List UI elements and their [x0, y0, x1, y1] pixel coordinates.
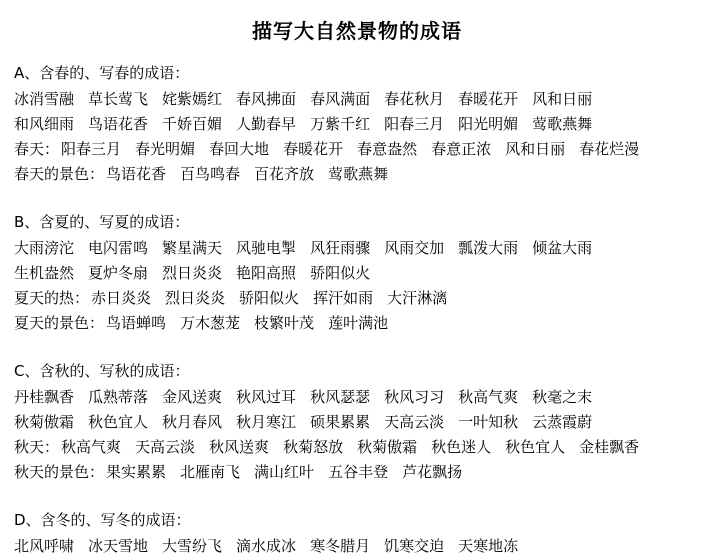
- idiom-line: [14, 236, 700, 261]
- idiom: 秋菊怒放: [283, 438, 344, 456]
- section-heading: A、含春的、写春的成语：: [14, 64, 190, 82]
- idiom: 春回大地: [209, 140, 270, 158]
- idiom: 秋色宜人: [505, 438, 566, 456]
- idiom-line: [14, 460, 700, 485]
- idiom: 风驰电掣: [236, 239, 297, 257]
- idiom: 生机盎然: [14, 264, 75, 282]
- line-label: 春天的景色：: [14, 165, 105, 183]
- line-label: 春天：: [14, 140, 60, 158]
- idiom: 丹桂飘香: [14, 388, 75, 406]
- idiom: 风和日丽: [505, 140, 566, 158]
- idiom: 果实累累: [106, 463, 167, 481]
- idiom: 草长莺飞: [88, 90, 149, 108]
- idiom: 冰消雪融: [14, 90, 75, 108]
- section-winter: [14, 507, 700, 559]
- idiom: 夏炉冬扇: [88, 264, 149, 282]
- idiom: 秋色宜人: [88, 413, 149, 431]
- idiom: 硕果累累: [310, 413, 371, 431]
- idiom: 鸟语花香: [88, 115, 149, 133]
- idiom-line: [14, 385, 700, 410]
- idiom: 瓜熟蒂落: [88, 388, 149, 406]
- idiom: 秋月寒江: [236, 413, 297, 431]
- idiom: 大汗淋漓: [387, 289, 448, 307]
- idiom: 电闪雷鸣: [88, 239, 149, 257]
- idiom: 艳阳高照: [236, 264, 297, 282]
- idiom: 姹紫嫣红: [162, 90, 223, 108]
- idiom: 秋菊傲霜: [14, 413, 75, 431]
- section-gap: [14, 342, 700, 358]
- section-summer: [14, 209, 700, 336]
- idiom: 芦花飘扬: [402, 463, 463, 481]
- section-gap: [14, 491, 700, 507]
- idiom: 倾盆大雨: [532, 239, 593, 257]
- idiom: 满山红叶: [254, 463, 315, 481]
- idiom: 云蒸霞蔚: [532, 413, 593, 431]
- line-label: 夏天的景色：: [14, 314, 105, 332]
- idiom: 瓢泼大雨: [458, 239, 519, 257]
- idiom-line: [14, 87, 700, 112]
- idiom: 繁星满天: [162, 239, 223, 257]
- idiom: 风狂雨骤: [310, 239, 371, 257]
- idiom-line: [14, 112, 700, 137]
- idiom: 烈日炎炎: [165, 289, 226, 307]
- idiom: 天高云淡: [135, 438, 196, 456]
- idiom: 万紫千红: [310, 115, 371, 133]
- idiom: 一叶知秋: [458, 413, 519, 431]
- page-title: 描写大自然景物的成语: [252, 19, 462, 43]
- idiom: 骄阳似火: [239, 289, 300, 307]
- idiom: 天高云淡: [384, 413, 445, 431]
- idiom: 天寒地冻: [458, 537, 519, 555]
- idiom: 秋毫之末: [532, 388, 593, 406]
- idiom: 万木葱茏: [180, 314, 241, 332]
- idiom: 莺歌燕舞: [532, 115, 593, 133]
- idiom: 鸟语花香: [106, 165, 167, 183]
- idiom: 烈日炎炎: [162, 264, 223, 282]
- idiom: 阳春三月: [61, 140, 122, 158]
- section-heading: B、含夏的、写夏的成语：: [14, 213, 190, 231]
- section-gap: [14, 193, 700, 209]
- idiom: 骄阳似火: [310, 264, 371, 282]
- idiom: 阳春三月: [384, 115, 445, 133]
- idiom: 风和日丽: [532, 90, 593, 108]
- idiom: 秋月春风: [162, 413, 223, 431]
- idiom: 滴水成冰: [236, 537, 297, 555]
- idiom-line: [14, 162, 700, 187]
- idiom: 莺歌燕舞: [328, 165, 389, 183]
- idiom: 莲叶满池: [328, 314, 389, 332]
- idiom: 百花齐放: [254, 165, 315, 183]
- idiom: 枝繁叶茂: [254, 314, 315, 332]
- idiom: 大雪纷飞: [162, 537, 223, 555]
- section-spring: [14, 60, 700, 187]
- idiom: 寒冬腊月: [310, 537, 371, 555]
- idiom: 金风送爽: [162, 388, 223, 406]
- idiom: 春暖花开: [283, 140, 344, 158]
- idiom: 挥汗如雨: [313, 289, 374, 307]
- idiom: 秋色迷人: [431, 438, 492, 456]
- idiom: 春暖花开: [458, 90, 519, 108]
- section-heading: C、含秋的、写秋的成语：: [14, 362, 190, 380]
- idiom-line: [14, 261, 700, 286]
- idiom: 春花烂漫: [579, 140, 640, 158]
- idiom: 春风满面: [310, 90, 371, 108]
- idiom-line: [14, 410, 700, 435]
- idiom: 赤日炎炎: [91, 289, 152, 307]
- idiom: 秋风送爽: [209, 438, 270, 456]
- idiom-line: [14, 137, 700, 162]
- section-autumn: [14, 358, 700, 485]
- idiom: 春意正浓: [431, 140, 492, 158]
- line-label: 秋天的景色：: [14, 463, 105, 481]
- idiom: 春意盎然: [357, 140, 418, 158]
- idiom: 大雨滂沱: [14, 239, 75, 257]
- idiom: 秋风过耳: [236, 388, 297, 406]
- idiom: 鸟语蝉鸣: [106, 314, 167, 332]
- idiom: 阳光明媚: [458, 115, 519, 133]
- idiom: 人勤春早: [236, 115, 297, 133]
- idiom: 百鸟鸣春: [180, 165, 241, 183]
- idiom: 北雁南飞: [180, 463, 241, 481]
- idiom: 五谷丰登: [328, 463, 389, 481]
- idiom-line: [14, 286, 700, 311]
- idiom: 秋风瑟瑟: [310, 388, 371, 406]
- idiom-line: [14, 534, 700, 559]
- idiom: 秋风习习: [384, 388, 445, 406]
- line-label: 秋天：: [14, 438, 60, 456]
- idiom: 秋菊傲霜: [357, 438, 418, 456]
- idiom: 风雨交加: [384, 239, 445, 257]
- idiom: 秋高气爽: [61, 438, 122, 456]
- idiom: 春风拂面: [236, 90, 297, 108]
- idiom: 千娇百媚: [162, 115, 223, 133]
- idiom-line: [14, 435, 700, 460]
- idiom-line: [14, 311, 700, 336]
- idiom: 和风细雨: [14, 115, 75, 133]
- idiom: 冰天雪地: [88, 537, 149, 555]
- idiom: 金桂飘香: [579, 438, 640, 456]
- idiom: 北风呼啸: [14, 537, 75, 555]
- idiom: 春光明媚: [135, 140, 196, 158]
- line-label: 夏天的热：: [14, 289, 90, 307]
- idiom: 饥寒交迫: [384, 537, 445, 555]
- idiom: 春花秋月: [384, 90, 445, 108]
- idiom: 秋高气爽: [458, 388, 519, 406]
- section-heading: D、含冬的、写冬的成语：: [14, 511, 191, 529]
